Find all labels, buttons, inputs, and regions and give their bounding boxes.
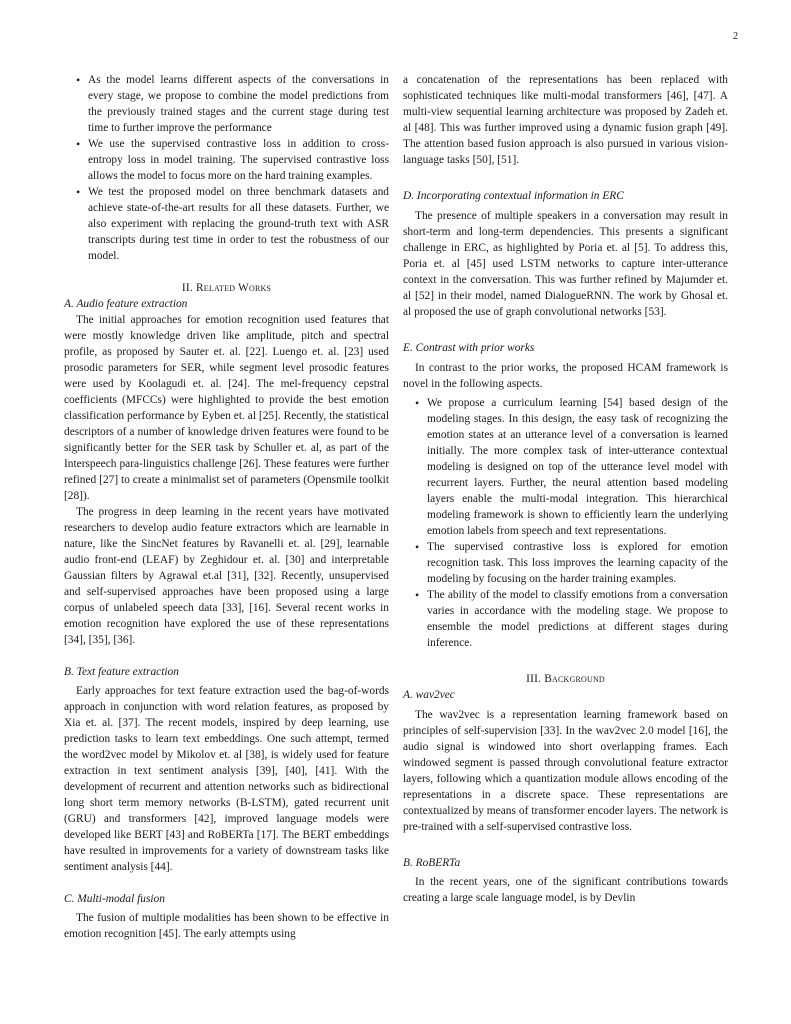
subsection-heading-text: B. Text feature extraction bbox=[64, 666, 179, 678]
novelty-list bbox=[403, 395, 728, 651]
paragraph: Early approaches for text feature extraction used the bag-of-words approach in conjunction with word relation features, as proposed by Xia et. al. [37]. The recent models, inspired by deep learning, use prediction tasks to learn text embeddings. One such attempt, termed the word2vec model by Mikolov et. al [38], is widely used for feature extraction in text sentiment analysis [39], [40], [41]. With the development of recurrent and attention networks such as bidirectional long short term memory networks (B-LSTM), gated recurrent unit (GRU) and transformers [42], improved language models were developed like BERT [43] and RoBERTa [17]. The BERT embeddings have resulted in improvements for a variety of downstream tasks like sentiment analysis [44]. bbox=[64, 685, 389, 873]
section-title: Related Works bbox=[195, 282, 272, 294]
right-column bbox=[403, 72, 728, 906]
paragraph: The wav2vec is a representation learning framework based on principles of self-supervision [33]. In the wav2vec 2.0 model [16], the audio signal is windowed into short overlapping frames. Each windowed segment is passed through convolutional feature extractor layers, following which a quantization module allows encoding of the representations in a discrete space. These representations are contextualized by means of transformer encoder layers. The network is pre-trained with a self-supervised contrastive loss. bbox=[403, 709, 728, 833]
paragraph: The presence of multiple speakers in a conversation may result in short-term and long-term dependencies. This presents a significant challenge in ERC, as highlighted by Poria et. al [5]. To address this, Poria et. al [45] used LSTM networks to capture inter-utterance context in the conversation. This was further refined by Majumder et. al [52] in their model, named DialogueRNN. The work by Ghosal et. al proposed the use of graph convolutional networks [53]. bbox=[403, 210, 728, 318]
subsection-heading-audio: A. Audio feature extraction bbox=[64, 298, 188, 310]
contribution-item: • We test the proposed model on three benchmark datasets and achieve state-of-the-art results for all these datasets. Further, we also experiment with replacing the ground-truth text with ASR transcripts during test time in order to test the robustness of our model. bbox=[64, 184, 389, 264]
novelty-item: • We propose a curriculum learning [54] based design of the modeling stages. In this design, the easy task of recognizing the emotion states at an utterance level of a conversation is learned initially. The more complex task of inter-utterance contextual modeling is designed on top of the utterance level model with recurrent layers. Further, the neural attention based modeling layers enable the multi-modal integration. This hierarchical modeling framework is shown to efficiently learn the underlying emotion labels from speech and text representations. bbox=[403, 395, 728, 539]
subsection-heading-contrast: E. Contrast with prior works bbox=[403, 342, 535, 354]
subsection-heading-fusion: C. Multi-modal fusion bbox=[64, 893, 165, 905]
contribution-item: • We use the supervised contrastive loss in addition to cross-entropy loss in model training. The supervised contrastive loss allows the model to focus more on the hard training examples. bbox=[64, 136, 389, 184]
section-number: II. bbox=[181, 282, 193, 294]
paragraph: a concatenation of the representations has been replaced with sophisticated techniques like multi-modal transformers [46], [47]. A multi-view sequential learning architecture was proposed by Zadeh et. al [48]. This was further improved using a dynamic fusion graph [49]. The attention based fusion approach is also pursued in various vision-language tasks [50], [51]. bbox=[403, 74, 728, 166]
novelty-item: • The ability of the model to classify emotions from a conversation varies in accordance with the modeling stage. We propose to ensemble the model predictions at different stages during inference. bbox=[403, 587, 728, 651]
subsection-heading-roberta: B. RoBERTa bbox=[403, 857, 461, 869]
subsection-heading-context: D. Incorporating contextual information in ERC bbox=[403, 190, 624, 202]
paragraph: In the recent years, one of the significant contributions towards creating a large scale language model, is by Devlin bbox=[403, 876, 728, 904]
page-number: 2 bbox=[733, 31, 738, 42]
left-column bbox=[64, 72, 389, 942]
paragraph: The initial approaches for emotion recognition used features that were mostly knowledge driven like amplitude, pitch and spectral profile, as proposed by Sauter et. al. [22]. Luengo et. al. [23] used prosodic parameters for SER, while segment level prosodic features were used by Koolagudi et. al. [24]. The mel-frequency cepstral coefficients (MFCCs) were highlighted to provide the best emotion classification performance by Eyben et. al [25]. Recently, the statistical descriptors of a number of knowledge driven features were found to be significantly better for the SER task by Schuller et. al, as part of the Interspeech para-linguistics challenge [26]. These features were further refined [27] to create a minimalist set of parameters (Opensmile toolkit [28]). bbox=[64, 314, 389, 502]
paragraph: In contrast to the prior works, the proposed HCAM framework is novel in the following aspects. bbox=[403, 362, 728, 390]
subsection-heading-wav2vec: A. wav2vec bbox=[403, 689, 455, 701]
paragraph: The progress in deep learning in the recent years have motivated researchers to develop audio feature extractors which are learnable in nature, like the SincNet features by Ravanelli et. al. [29], learnable audio front-end (LEAF) by Zeghidour et. al. [30] and interpretable Gaussian filters by Agrawal et.al [31], [32]. Recently, unsupervised and self-supervised approaches have been proposed using a large corpus of unlabeled speech data [33], [16]. Several recent works in emotion recognition have explored the use of these representations [34], [35], [36]. bbox=[64, 506, 389, 646]
contributions-list bbox=[64, 72, 389, 264]
novelty-item: • The supervised contrastive loss is explored for emotion recognition task. This loss improves the learning capacity of the modeling by focusing on the harder training examples. bbox=[403, 539, 728, 587]
section-heading-related-works bbox=[64, 280, 389, 296]
section-heading-background bbox=[403, 671, 728, 687]
section-number: III. bbox=[526, 673, 542, 685]
paragraph: The fusion of multiple modalities has been shown to be effective in emotion recognition [45]. The early attempts using bbox=[64, 912, 389, 940]
section-title: Background bbox=[544, 673, 605, 685]
contribution-item: • As the model learns different aspects of the conversations in every stage, we propose to combine the model predictions from the previously trained stages and the current stage during test time to further improve the performance bbox=[64, 72, 389, 136]
